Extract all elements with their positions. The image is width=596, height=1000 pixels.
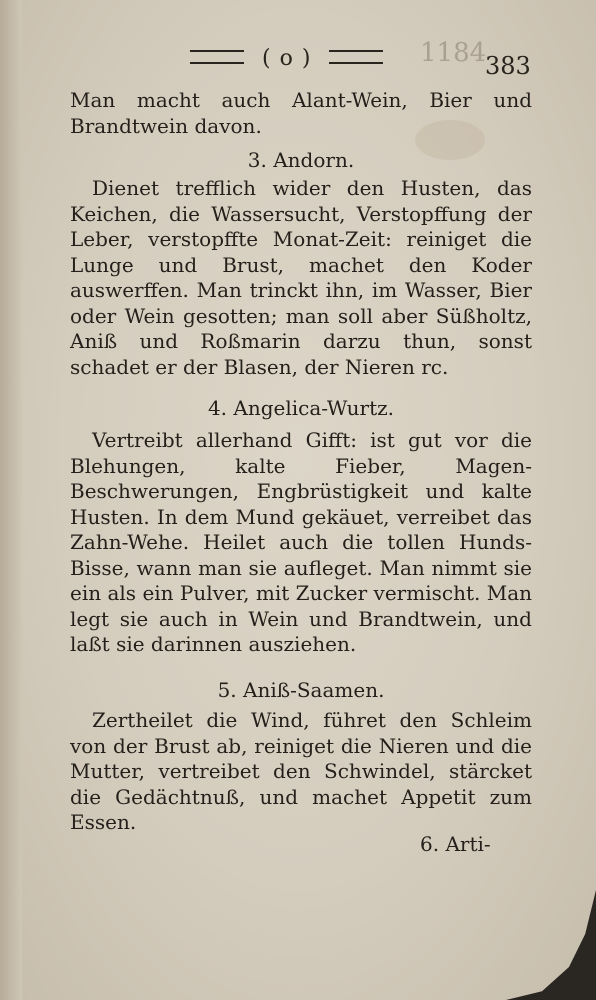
section-3-heading: 3. Andorn. — [247, 148, 355, 172]
section-5-heading: 5. Aniß-Saamen. — [217, 678, 385, 702]
catchword: 6. Arti- — [420, 832, 491, 856]
section-4-heading: 4. Angelica-Wurtz. — [207, 396, 395, 420]
running-head — [190, 46, 383, 71]
page-binding-edge — [0, 0, 22, 1000]
torn-corner — [506, 890, 596, 1000]
section-4-text: Vertreibt allerhand Gifft: ist gut vor die Blehungen, kalte Fieber, Magen-Beschwerungen, Engbrüstigkeit und kalte Husten. In dem Mund gekäuet, verreibet das Zahn-Wehe. Heilet auch die tollen Hunds-Bisse, wann man sie aufleget. Man nimmt sie ein als ein Pulver, mit Zucker vermischt. Man legt sie auch in Wein und Brandtwein, und laßt sie darinnen ausziehen. — [70, 428, 532, 656]
intro-paragraph: Man macht auch Alant-Wein, Bier und Brandtwein davon. — [70, 88, 532, 138]
right-ornament-icon — [329, 50, 383, 64]
page-number: 383 — [485, 52, 531, 80]
handwritten-annotation: 1184 — [420, 38, 487, 68]
left-ornament-icon — [190, 50, 244, 64]
running-head-text: ( o ) — [262, 46, 312, 71]
section-5-text: Zertheilet die Wind, führet den Schleim von der Brust ab, reiniget die Nieren und die Mutter, vertreibet den Schwindel, stärcket die Gedächtnuß, und machet Appetit zum Essen. — [70, 708, 532, 834]
section-3-text: Dienet trefflich wider den Husten, das Keichen, die Wassersucht, Verstopffung der Leber, verstopffte Monat-Zeit: reiniget die Lunge und Brust, machet den Koder auswerffen. Man trinckt ihn, im Wasser, Bier oder Wein gesotten; man soll aber Süßholtz, Aniß und Roßmarin darzu thun, sonst schadet er der Blasen, der Nieren rc. — [70, 176, 532, 379]
